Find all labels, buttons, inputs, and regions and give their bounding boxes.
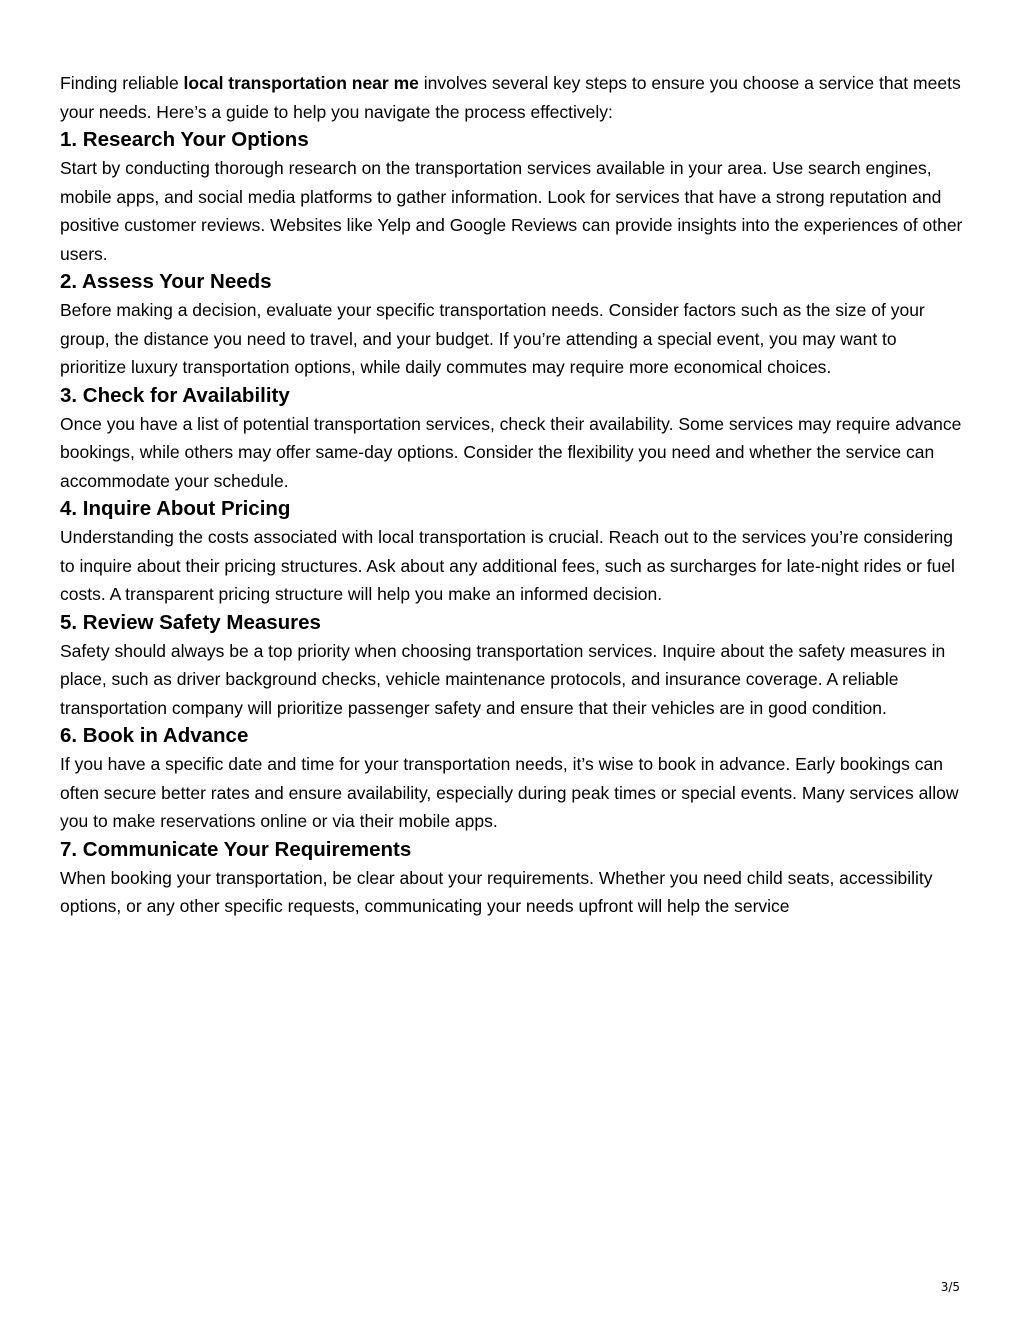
- section-body-research-options: Start by conducting thorough research on the transportation services available in your area. Use search engines, mobile apps, and social media platforms to gather information. Look for services that have a strong reputation and positive customer reviews. Websites like Yelp and Google Reviews can provide insights into the experiences of other users.: [60, 158, 963, 264]
- intro-text-before: Finding reliable: [60, 73, 184, 93]
- section-heading-research-options: 1. Research Your Options: [60, 128, 309, 151]
- section-body-check-availability: Once you have a list of potential transportation services, check their availability. Some services may require advance bookings, while others may offer same-day options. Consider the flexibility you need and whether the service can accommodate your schedule.: [60, 413, 962, 491]
- intro-keyword-bold: local transportation near me: [183, 73, 419, 93]
- section-body-communicate-requirements: When booking your transportation, be clear about your requirements. Whether you need child seats, accessibility options, or any other specific requests, communicating your needs upfront will help the service: [60, 867, 933, 916]
- page-number: 3/5: [940, 1280, 960, 1294]
- section-body-inquire-pricing: Understanding the costs associated with local transportation is crucial. Reach out to the services you’re considering to inquire about their pricing structures. Ask about any additional fees, such as surcharges for late-night rides or fuel costs. A transparent pricing structure will help you make an informed decision.: [60, 527, 955, 604]
- section-heading-communicate-requirements: 7. Communicate Your Requirements: [60, 837, 412, 861]
- section-body-book-advance: If you have a specific date and time for your transportation needs, it’s wise to book in advance. Early bookings can often secure better rates and ensure availability, especially during peak times or special events. Many services allow you to make reservations online or via their mobile apps.: [60, 754, 959, 831]
- section-body-review-safety: Safety should always be a top priority when choosing transportation services. Inquire about the safety measures in place, such as driver background checks, vehicle maintenance protocols, and insurance coverage. A reliable transportation company will prioritize passenger safety and ensure that their vehicles are in good condition.: [60, 640, 946, 718]
- section-heading-review-safety: 5. Review Safety Measures: [60, 610, 321, 634]
- section-heading-check-availability: 3. Check for Availability: [60, 383, 290, 407]
- section-heading-assess-needs: 2. Assess Your Needs: [60, 270, 272, 293]
- section-heading-inquire-pricing: 4. Inquire About Pricing: [60, 497, 291, 520]
- section-heading-book-advance: 6. Book in Advance: [60, 724, 249, 747]
- intro-text-after: involves several key steps to ensure you choose a service that meets your needs. Here’s a guide to help you navigate the process effectively:: [60, 73, 961, 122]
- document-page: [60, 69, 965, 921]
- section-body-assess-needs: Before making a decision, evaluate your specific transportation needs. Consider factors such as the size of your group, the distance you need to travel, and your budget. If you’re attending a special event, you may want to prioritize luxury transportation options, while daily commutes may require more economical choices.: [60, 300, 925, 377]
- intro-paragraph: [60, 69, 965, 126]
